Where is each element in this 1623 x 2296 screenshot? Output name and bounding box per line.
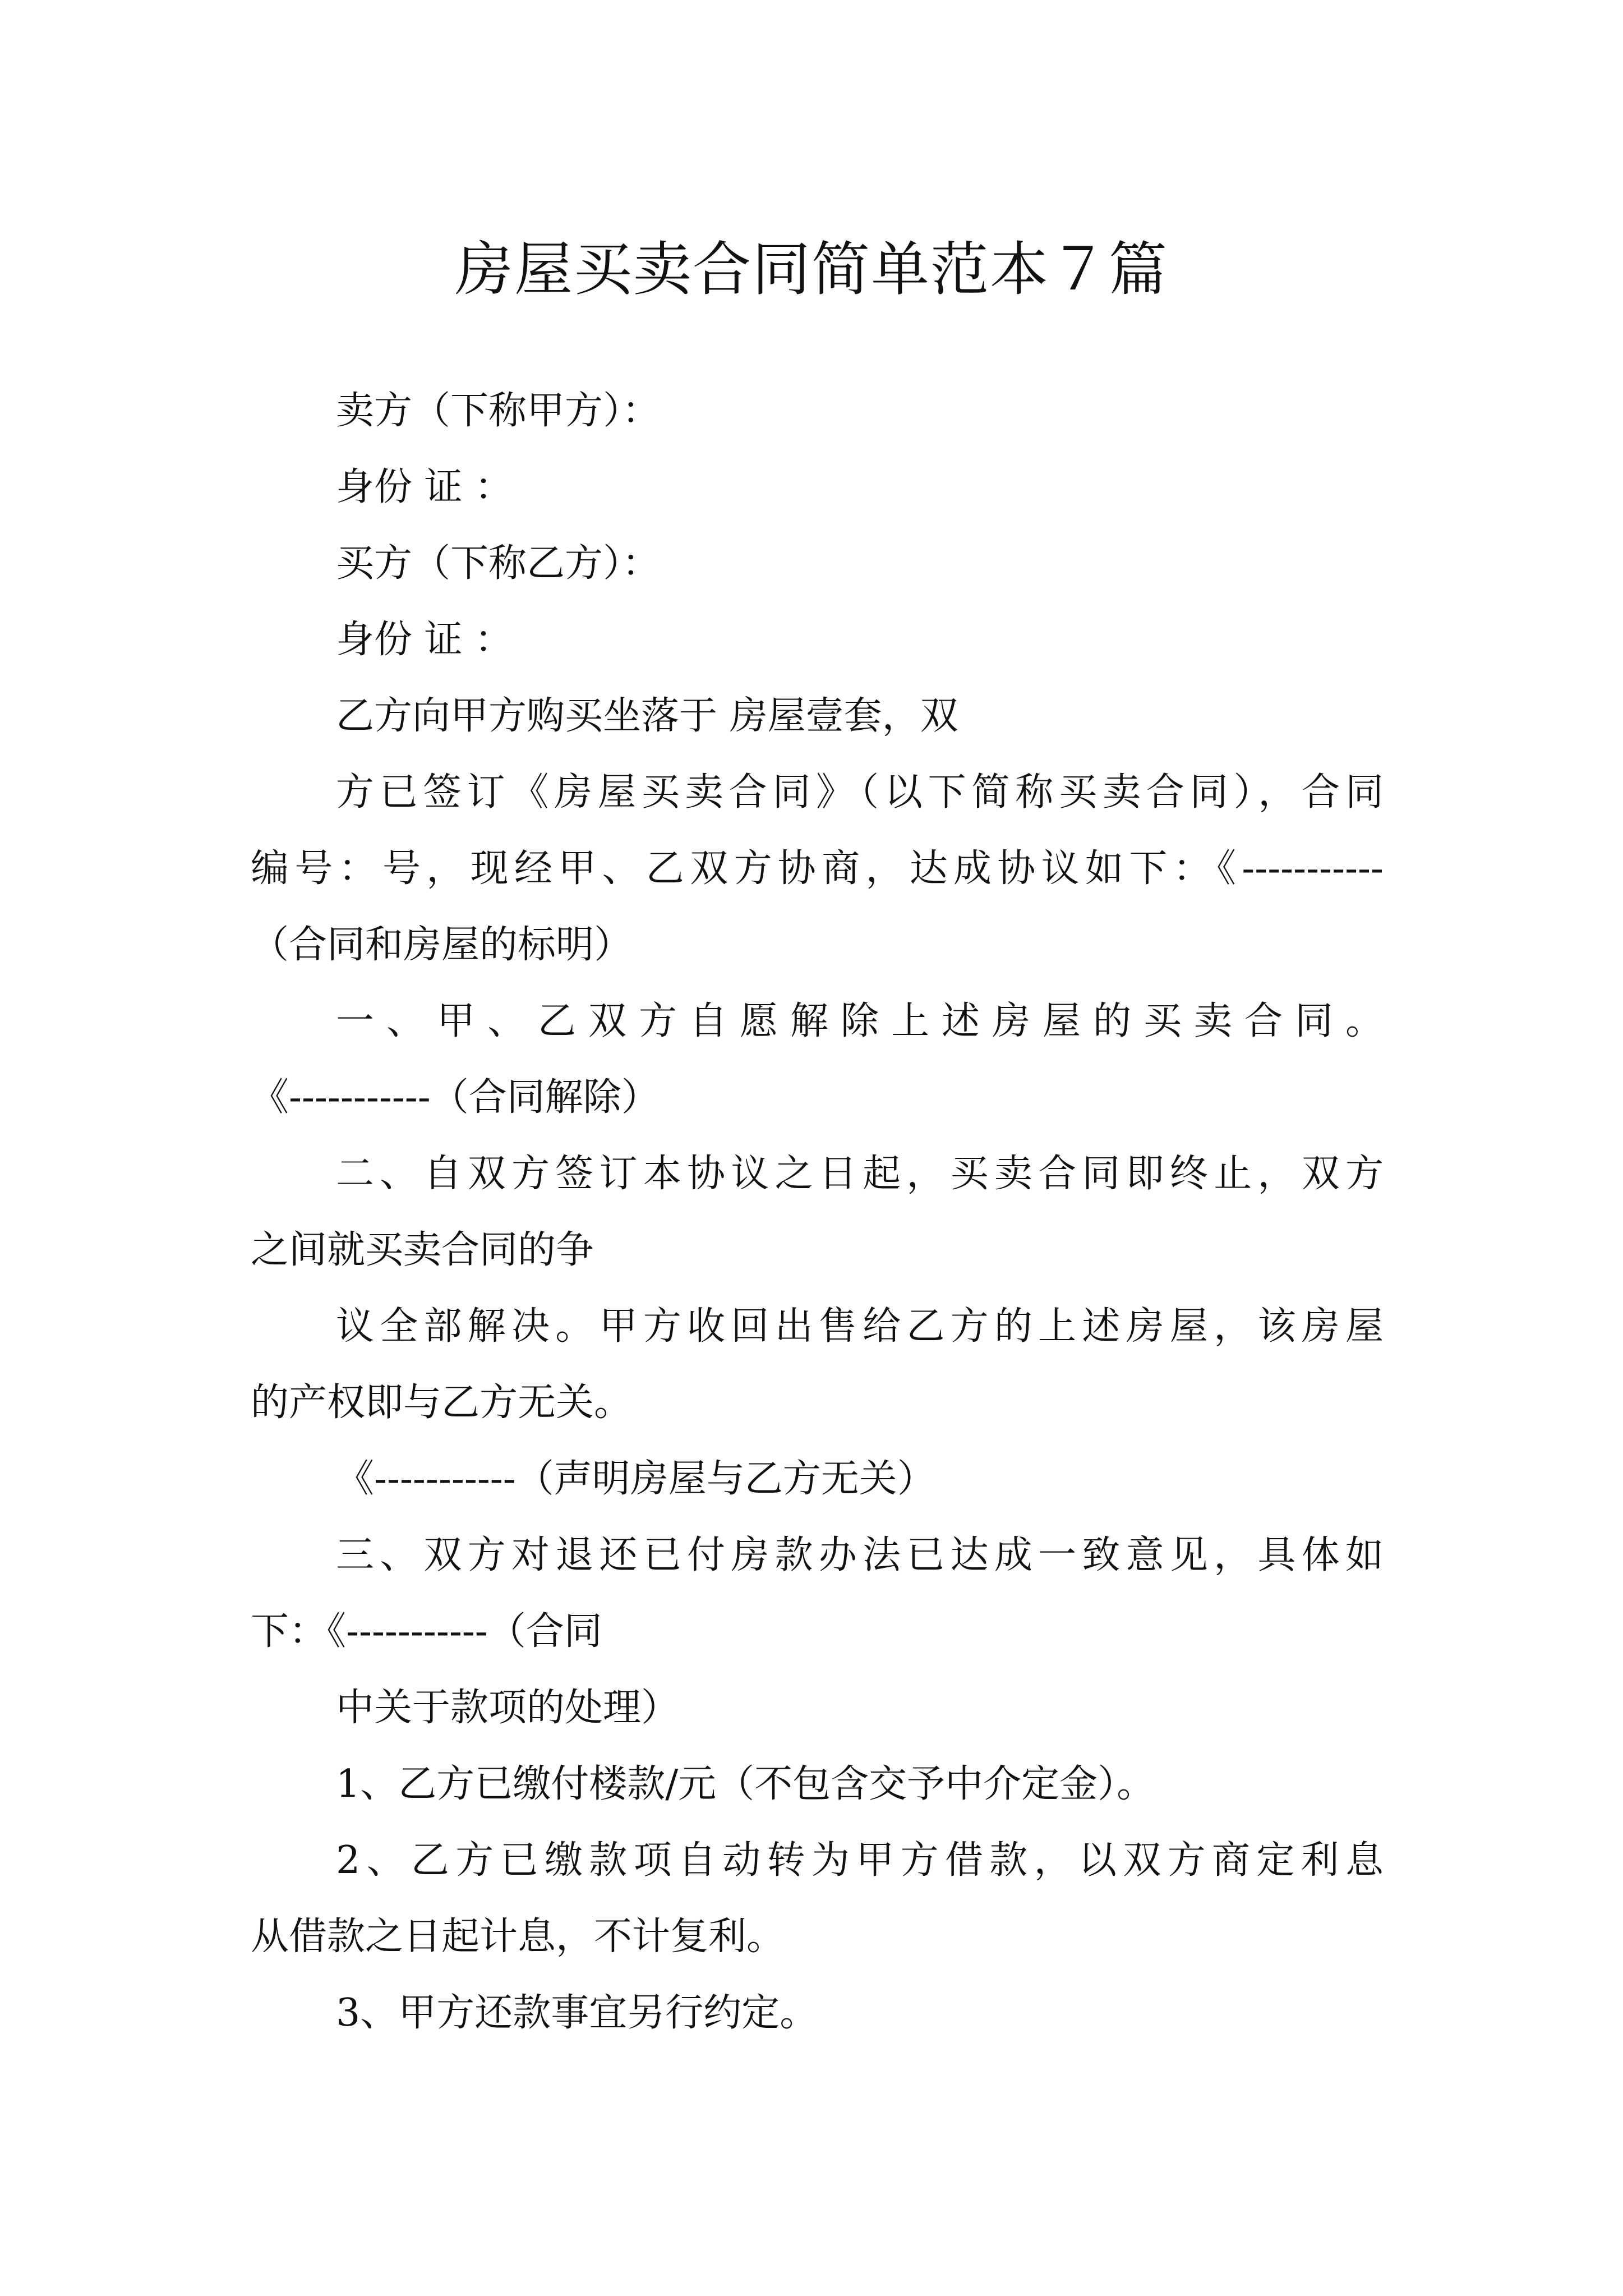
paragraph-clause-1: 一、甲、乙双方自愿解除上述房屋的买卖合同。 <box>336 999 1384 1043</box>
paragraph-purchase: 乙方向甲方购买坐落于 房屋壹套，双 <box>336 694 958 738</box>
paragraph-clause-2-note: 《-----------（声明房屋与乙方无关） <box>336 1457 935 1501</box>
paragraph-clause-2-resolve: 议全部解决。甲方收回出售给乙方的上述房屋，该房屋 <box>336 1304 1384 1349</box>
paragraph-clause-2-cont: 之间就买卖合同的争 <box>251 1228 594 1272</box>
paragraph-item-2-cont: 从借款之日起计息，不计复利。 <box>251 1915 785 1959</box>
paragraph-buyer: 买方（下称乙方）： <box>336 541 661 586</box>
paragraph-contract-number: 编号：号，现经甲、乙双方协商，达成协议如下：《----------- <box>251 846 1384 891</box>
paragraph-contract-note: （合同和房屋的标明） <box>251 923 633 967</box>
paragraph-clause-3-note: 中关于款项的处理） <box>336 1686 680 1730</box>
paragraph-clause-1-note: 《-----------（合同解除） <box>251 1075 660 1120</box>
paragraph-item-2: 2、乙方已缴款项自动转为甲方借款，以双方商定利息 <box>336 1838 1384 1883</box>
document-title: 房屋买卖合同简单范本７篇 <box>454 234 1168 303</box>
paragraph-seller: 卖方（下称甲方）： <box>336 389 661 433</box>
paragraph-clause-3: 三、双方对退还已付房款办法已达成一致意见，具体如 <box>336 1533 1384 1577</box>
paragraph-buyer-id: 身份 证 ： <box>336 618 513 662</box>
paragraph-contract-signed: 方已签订《房屋买卖合同》（以下简称买卖合同），合同 <box>336 770 1384 815</box>
paragraph-clause-2-property: 的产权即与乙方无关。 <box>251 1381 633 1425</box>
paragraph-item-1: 1、乙方已缴付楼款/元（不包含交予中介定金）。 <box>336 1762 1155 1806</box>
paragraph-seller-id: 身份 证 ： <box>336 465 513 509</box>
paragraph-clause-2: 二、自双方签订本协议之日起，买卖合同即终止，双方 <box>336 1152 1384 1196</box>
paragraph-clause-3-cont: 下：《-----------（合同 <box>251 1609 602 1654</box>
paragraph-item-3: 3、甲方还款事宜另行约定。 <box>336 1991 818 2035</box>
document-body <box>251 373 1384 2051</box>
